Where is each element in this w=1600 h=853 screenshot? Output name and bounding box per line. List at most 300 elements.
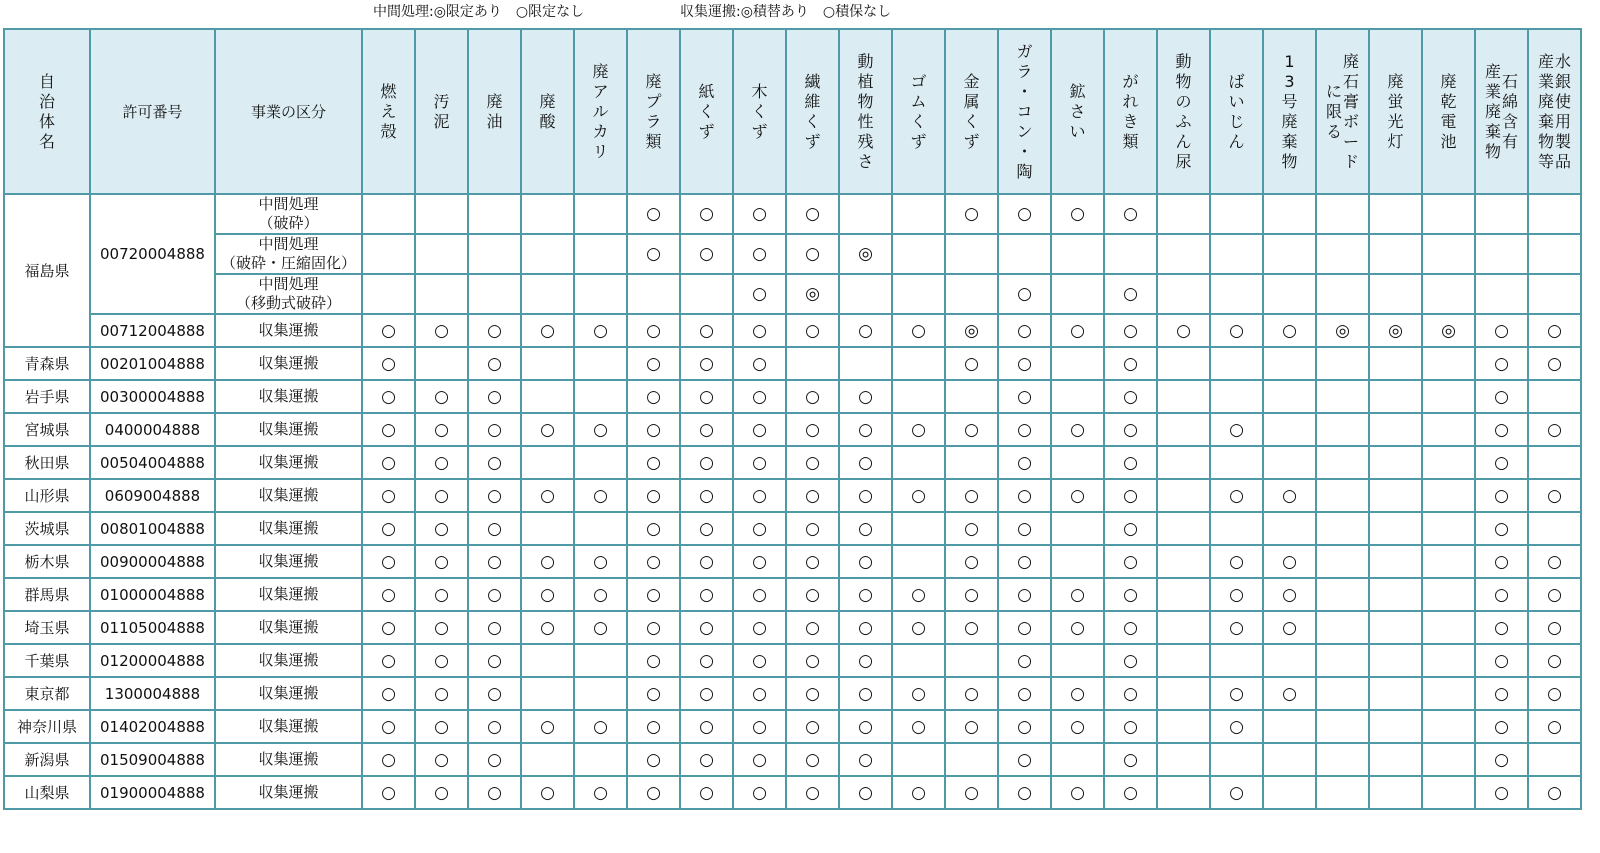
cell-mark-21: ○ xyxy=(1475,545,1528,578)
cell-mark-11: ○ xyxy=(945,413,998,446)
cell-mark-22 xyxy=(1528,446,1581,479)
header-waste-9: 動 植 物 性 残 さ xyxy=(839,29,892,194)
cell-mark-9: ○ xyxy=(839,413,892,446)
cell-mark-1: ○ xyxy=(415,479,468,512)
cell-mark-10: ○ xyxy=(892,413,945,446)
cell-mark-6: ○ xyxy=(680,512,733,545)
cell-mark-21: ○ xyxy=(1475,479,1528,512)
cell-mark-20 xyxy=(1422,194,1475,234)
header-waste-20: 廃 乾 電 池 xyxy=(1422,29,1475,194)
cell-mark-9: ○ xyxy=(839,512,892,545)
cell-mark-2: ○ xyxy=(468,578,521,611)
cell-mark-8: ○ xyxy=(786,644,839,677)
cell-business: 収集運搬 xyxy=(215,776,362,809)
cell-mark-7: ○ xyxy=(733,194,786,234)
cell-mark-8: ○ xyxy=(786,743,839,776)
cell-mark-20 xyxy=(1422,512,1475,545)
cell-mark-4 xyxy=(574,380,627,413)
cell-mark-0: ○ xyxy=(362,479,415,512)
cell-mark-12: ○ xyxy=(998,611,1051,644)
cell-mark-12: ○ xyxy=(998,677,1051,710)
cell-mark-22: ○ xyxy=(1528,545,1581,578)
header-waste-14: が れ き 類 xyxy=(1104,29,1157,194)
cell-mark-2: ○ xyxy=(468,512,521,545)
cell-mark-22: ○ xyxy=(1528,578,1581,611)
cell-mark-17 xyxy=(1263,446,1316,479)
header-permit: 許可番号 xyxy=(90,29,215,194)
cell-business: 収集運搬 xyxy=(215,710,362,743)
cell-mark-9: ○ xyxy=(839,776,892,809)
cell-business: 収集運搬 xyxy=(215,446,362,479)
cell-mark-14 xyxy=(1104,234,1157,274)
cell-business: 収集運搬 xyxy=(215,743,362,776)
cell-mark-22: ○ xyxy=(1528,611,1581,644)
cell-mark-15 xyxy=(1157,446,1210,479)
cell-mark-14: ○ xyxy=(1104,194,1157,234)
cell-mark-2: ○ xyxy=(468,611,521,644)
cell-mark-16 xyxy=(1210,512,1263,545)
cell-mark-20 xyxy=(1422,413,1475,446)
cell-mark-2: ○ xyxy=(468,314,521,347)
cell-mark-20 xyxy=(1422,644,1475,677)
cell-mark-16 xyxy=(1210,380,1263,413)
cell-mark-17 xyxy=(1263,380,1316,413)
cell-mark-1 xyxy=(415,274,468,314)
cell-mark-22: ○ xyxy=(1528,347,1581,380)
cell-mark-0: ○ xyxy=(362,413,415,446)
cell-mark-12: ○ xyxy=(998,413,1051,446)
table-body xyxy=(4,194,1581,809)
cell-mark-22 xyxy=(1528,274,1581,314)
cell-mark-19 xyxy=(1369,234,1422,274)
cell-mark-7: ○ xyxy=(733,611,786,644)
cell-mark-10 xyxy=(892,380,945,413)
cell-business: 収集運搬 xyxy=(215,545,362,578)
cell-mark-18 xyxy=(1316,611,1369,644)
cell-mark-4: ○ xyxy=(574,611,627,644)
cell-mark-6: ○ xyxy=(680,347,733,380)
cell-mark-3: ○ xyxy=(521,578,574,611)
cell-mark-20 xyxy=(1422,677,1475,710)
table-row xyxy=(4,314,1581,347)
cell-mark-9: ○ xyxy=(839,380,892,413)
cell-mark-14: ○ xyxy=(1104,776,1157,809)
cell-business: 中間処理 （破砕） xyxy=(215,194,362,234)
cell-mark-4 xyxy=(574,743,627,776)
cell-mark-10 xyxy=(892,644,945,677)
cell-mark-20: ◎ xyxy=(1422,314,1475,347)
cell-mark-6: ○ xyxy=(680,194,733,234)
cell-mark-8: ○ xyxy=(786,578,839,611)
cell-business: 収集運搬 xyxy=(215,677,362,710)
cell-mark-10: ○ xyxy=(892,479,945,512)
cell-business: 収集運搬 xyxy=(215,380,362,413)
cell-pref: 山梨県 xyxy=(4,776,90,809)
cell-mark-16 xyxy=(1210,446,1263,479)
cell-mark-4 xyxy=(574,446,627,479)
cell-mark-0: ○ xyxy=(362,710,415,743)
cell-permit: 01000004888 xyxy=(90,578,215,611)
table-row xyxy=(4,578,1581,611)
cell-mark-15 xyxy=(1157,611,1210,644)
cell-mark-16: ○ xyxy=(1210,413,1263,446)
cell-permit: 01402004888 xyxy=(90,710,215,743)
cell-mark-21: ○ xyxy=(1475,578,1528,611)
table-row xyxy=(4,710,1581,743)
header-waste-11: 金 属 く ず xyxy=(945,29,998,194)
cell-mark-14: ○ xyxy=(1104,611,1157,644)
cell-mark-4 xyxy=(574,234,627,274)
cell-mark-5: ○ xyxy=(627,380,680,413)
cell-mark-19 xyxy=(1369,611,1422,644)
header-waste-4: 廃 ア ル カ リ xyxy=(574,29,627,194)
cell-mark-17: ○ xyxy=(1263,611,1316,644)
cell-mark-5: ○ xyxy=(627,347,680,380)
cell-mark-18 xyxy=(1316,194,1369,234)
header-waste-7: 木 く ず xyxy=(733,29,786,194)
cell-mark-1: ○ xyxy=(415,314,468,347)
cell-mark-0: ○ xyxy=(362,677,415,710)
cell-mark-13 xyxy=(1051,644,1104,677)
cell-mark-0: ○ xyxy=(362,347,415,380)
cell-mark-4 xyxy=(574,194,627,234)
cell-mark-10 xyxy=(892,446,945,479)
header-pref: 自 治 体 名 xyxy=(4,29,90,194)
cell-mark-11: ○ xyxy=(945,776,998,809)
cell-mark-9: ○ xyxy=(839,545,892,578)
cell-mark-12: ○ xyxy=(998,194,1051,234)
cell-mark-8: ○ xyxy=(786,234,839,274)
cell-mark-11: ○ xyxy=(945,347,998,380)
cell-mark-7: ○ xyxy=(733,512,786,545)
cell-mark-3 xyxy=(521,743,574,776)
cell-mark-2 xyxy=(468,274,521,314)
cell-mark-17 xyxy=(1263,274,1316,314)
cell-mark-8: ○ xyxy=(786,446,839,479)
cell-mark-22 xyxy=(1528,234,1581,274)
cell-mark-16 xyxy=(1210,743,1263,776)
cell-mark-20 xyxy=(1422,479,1475,512)
cell-mark-12: ○ xyxy=(998,274,1051,314)
cell-mark-7: ○ xyxy=(733,479,786,512)
cell-mark-0: ○ xyxy=(362,776,415,809)
cell-business: 収集運搬 xyxy=(215,347,362,380)
cell-pref: 福島県 xyxy=(4,194,90,347)
cell-mark-11: ○ xyxy=(945,677,998,710)
cell-mark-22 xyxy=(1528,194,1581,234)
cell-pref: 新潟県 xyxy=(4,743,90,776)
cell-mark-1 xyxy=(415,234,468,274)
table-row xyxy=(4,512,1581,545)
cell-business: 収集運搬 xyxy=(215,314,362,347)
cell-mark-13 xyxy=(1051,446,1104,479)
cell-mark-19 xyxy=(1369,545,1422,578)
cell-mark-14: ○ xyxy=(1104,677,1157,710)
cell-mark-20 xyxy=(1422,776,1475,809)
cell-mark-4 xyxy=(574,347,627,380)
cell-mark-16 xyxy=(1210,194,1263,234)
cell-mark-0 xyxy=(362,194,415,234)
legend-treatment: 中間処理:◎限定あり ○限定なし xyxy=(373,4,585,20)
cell-mark-4: ○ xyxy=(574,545,627,578)
header-waste-13: 鉱 さ い xyxy=(1051,29,1104,194)
cell-mark-13: ○ xyxy=(1051,611,1104,644)
cell-mark-13 xyxy=(1051,274,1104,314)
cell-business: 収集運搬 xyxy=(215,479,362,512)
cell-mark-0: ○ xyxy=(362,314,415,347)
cell-mark-21: ○ xyxy=(1475,743,1528,776)
cell-mark-15 xyxy=(1157,479,1210,512)
cell-mark-10 xyxy=(892,743,945,776)
cell-mark-4: ○ xyxy=(574,413,627,446)
cell-mark-13: ○ xyxy=(1051,710,1104,743)
cell-mark-10 xyxy=(892,274,945,314)
cell-mark-19 xyxy=(1369,446,1422,479)
cell-mark-5: ○ xyxy=(627,314,680,347)
cell-mark-11: ○ xyxy=(945,479,998,512)
cell-mark-21: ○ xyxy=(1475,710,1528,743)
cell-mark-11: ○ xyxy=(945,611,998,644)
cell-mark-3 xyxy=(521,234,574,274)
cell-mark-15 xyxy=(1157,644,1210,677)
cell-mark-15 xyxy=(1157,710,1210,743)
cell-mark-22: ○ xyxy=(1528,314,1581,347)
cell-mark-12: ○ xyxy=(998,710,1051,743)
cell-mark-20 xyxy=(1422,234,1475,274)
cell-mark-21: ○ xyxy=(1475,512,1528,545)
cell-mark-2: ○ xyxy=(468,347,521,380)
cell-permit: 00712004888 xyxy=(90,314,215,347)
cell-mark-20 xyxy=(1422,611,1475,644)
table-row xyxy=(4,644,1581,677)
cell-mark-18 xyxy=(1316,274,1369,314)
cell-mark-18: ◎ xyxy=(1316,314,1369,347)
cell-permit: 0400004888 xyxy=(90,413,215,446)
cell-mark-0: ○ xyxy=(362,743,415,776)
cell-mark-7: ○ xyxy=(733,234,786,274)
cell-mark-13: ○ xyxy=(1051,677,1104,710)
cell-mark-2 xyxy=(468,194,521,234)
cell-mark-16 xyxy=(1210,274,1263,314)
cell-mark-14: ○ xyxy=(1104,347,1157,380)
table-row xyxy=(4,274,1581,314)
cell-mark-9: ○ xyxy=(839,314,892,347)
cell-mark-2: ○ xyxy=(468,710,521,743)
table-row xyxy=(4,743,1581,776)
cell-mark-10: ○ xyxy=(892,578,945,611)
table-row xyxy=(4,446,1581,479)
header-row xyxy=(4,29,1581,194)
cell-mark-21: ○ xyxy=(1475,677,1528,710)
legend xyxy=(0,0,1600,26)
cell-mark-21: ○ xyxy=(1475,644,1528,677)
cell-mark-13: ○ xyxy=(1051,194,1104,234)
cell-mark-9: ○ xyxy=(839,710,892,743)
cell-mark-8: ○ xyxy=(786,710,839,743)
cell-mark-16: ○ xyxy=(1210,314,1263,347)
cell-mark-16 xyxy=(1210,347,1263,380)
cell-mark-7: ○ xyxy=(733,644,786,677)
cell-mark-15 xyxy=(1157,234,1210,274)
cell-business: 収集運搬 xyxy=(215,644,362,677)
cell-mark-3 xyxy=(521,512,574,545)
cell-mark-20 xyxy=(1422,578,1475,611)
header-waste-21: 石 綿 含 有 産 業 廃 棄 物 xyxy=(1475,29,1528,194)
cell-mark-1: ○ xyxy=(415,380,468,413)
cell-mark-4: ○ xyxy=(574,578,627,611)
cell-permit: 01900004888 xyxy=(90,776,215,809)
header-business: 事業の区分 xyxy=(215,29,362,194)
cell-mark-21: ○ xyxy=(1475,611,1528,644)
cell-mark-18 xyxy=(1316,413,1369,446)
cell-mark-13 xyxy=(1051,347,1104,380)
cell-mark-18 xyxy=(1316,380,1369,413)
cell-permit: 0609004888 xyxy=(90,479,215,512)
cell-mark-10 xyxy=(892,512,945,545)
cell-mark-12: ○ xyxy=(998,512,1051,545)
cell-mark-19 xyxy=(1369,347,1422,380)
cell-mark-4: ○ xyxy=(574,776,627,809)
cell-business: 収集運搬 xyxy=(215,413,362,446)
cell-mark-18 xyxy=(1316,479,1369,512)
cell-mark-16: ○ xyxy=(1210,545,1263,578)
cell-mark-3: ○ xyxy=(521,776,574,809)
cell-mark-7: ○ xyxy=(733,413,786,446)
cell-mark-17 xyxy=(1263,512,1316,545)
cell-mark-4 xyxy=(574,274,627,314)
cell-mark-5: ○ xyxy=(627,512,680,545)
cell-mark-20 xyxy=(1422,380,1475,413)
header-waste-2: 廃 油 xyxy=(468,29,521,194)
cell-mark-3 xyxy=(521,380,574,413)
cell-mark-12: ○ xyxy=(998,644,1051,677)
cell-pref: 栃木県 xyxy=(4,545,90,578)
cell-mark-9: ◎ xyxy=(839,234,892,274)
cell-mark-1: ○ xyxy=(415,710,468,743)
cell-mark-5: ○ xyxy=(627,234,680,274)
cell-mark-11 xyxy=(945,380,998,413)
cell-pref: 岩手県 xyxy=(4,380,90,413)
cell-mark-17 xyxy=(1263,743,1316,776)
cell-mark-14: ○ xyxy=(1104,743,1157,776)
cell-mark-2: ○ xyxy=(468,776,521,809)
cell-mark-18 xyxy=(1316,545,1369,578)
cell-mark-21: ○ xyxy=(1475,380,1528,413)
table-row xyxy=(4,545,1581,578)
cell-mark-6: ○ xyxy=(680,743,733,776)
cell-mark-8: ○ xyxy=(786,545,839,578)
cell-mark-18 xyxy=(1316,743,1369,776)
cell-mark-1 xyxy=(415,347,468,380)
cell-mark-21 xyxy=(1475,194,1528,234)
cell-mark-5: ○ xyxy=(627,479,680,512)
cell-mark-17 xyxy=(1263,710,1316,743)
cell-mark-17 xyxy=(1263,194,1316,234)
cell-mark-17: ○ xyxy=(1263,545,1316,578)
cell-mark-22: ○ xyxy=(1528,710,1581,743)
cell-mark-1: ○ xyxy=(415,644,468,677)
cell-mark-10 xyxy=(892,545,945,578)
cell-mark-15 xyxy=(1157,743,1210,776)
cell-pref: 山形県 xyxy=(4,479,90,512)
cell-mark-17 xyxy=(1263,413,1316,446)
cell-mark-16: ○ xyxy=(1210,776,1263,809)
cell-mark-22: ○ xyxy=(1528,644,1581,677)
cell-mark-7: ○ xyxy=(733,578,786,611)
cell-mark-8: ○ xyxy=(786,677,839,710)
cell-mark-13 xyxy=(1051,743,1104,776)
cell-mark-5 xyxy=(627,274,680,314)
cell-mark-18 xyxy=(1316,446,1369,479)
cell-mark-8: ◎ xyxy=(786,274,839,314)
cell-mark-10: ○ xyxy=(892,710,945,743)
cell-mark-6: ○ xyxy=(680,446,733,479)
cell-mark-12: ○ xyxy=(998,380,1051,413)
cell-mark-18 xyxy=(1316,512,1369,545)
cell-mark-16: ○ xyxy=(1210,611,1263,644)
cell-business: 収集運搬 xyxy=(215,611,362,644)
cell-mark-5: ○ xyxy=(627,776,680,809)
cell-mark-11 xyxy=(945,644,998,677)
cell-mark-5: ○ xyxy=(627,677,680,710)
cell-mark-11 xyxy=(945,743,998,776)
cell-mark-6 xyxy=(680,274,733,314)
cell-mark-0: ○ xyxy=(362,545,415,578)
cell-mark-12: ○ xyxy=(998,776,1051,809)
cell-mark-0: ○ xyxy=(362,611,415,644)
cell-mark-21: ○ xyxy=(1475,413,1528,446)
cell-mark-1: ○ xyxy=(415,446,468,479)
cell-mark-15: ○ xyxy=(1157,314,1210,347)
cell-mark-5: ○ xyxy=(627,611,680,644)
cell-mark-3: ○ xyxy=(521,314,574,347)
cell-mark-22 xyxy=(1528,380,1581,413)
cell-permit: 01105004888 xyxy=(90,611,215,644)
cell-pref: 青森県 xyxy=(4,347,90,380)
cell-mark-11: ○ xyxy=(945,194,998,234)
cell-mark-11: ○ xyxy=(945,512,998,545)
cell-pref: 秋田県 xyxy=(4,446,90,479)
header-waste-22: 水 銀 使 用 製 品 産 業 廃 棄 物 等 xyxy=(1528,29,1581,194)
table-row xyxy=(4,413,1581,446)
cell-mark-1: ○ xyxy=(415,413,468,446)
cell-mark-13 xyxy=(1051,380,1104,413)
cell-mark-6: ○ xyxy=(680,545,733,578)
cell-pref: 神奈川県 xyxy=(4,710,90,743)
cell-mark-6: ○ xyxy=(680,644,733,677)
cell-mark-16: ○ xyxy=(1210,677,1263,710)
cell-mark-21 xyxy=(1475,274,1528,314)
cell-mark-21: ○ xyxy=(1475,314,1528,347)
cell-mark-6: ○ xyxy=(680,413,733,446)
cell-mark-14: ○ xyxy=(1104,274,1157,314)
cell-mark-18 xyxy=(1316,776,1369,809)
cell-mark-19 xyxy=(1369,776,1422,809)
cell-mark-1 xyxy=(415,194,468,234)
cell-business: 収集運搬 xyxy=(215,578,362,611)
header-waste-15: 動 物 の ふ ん 尿 xyxy=(1157,29,1210,194)
cell-mark-16: ○ xyxy=(1210,710,1263,743)
cell-pref: 千葉県 xyxy=(4,644,90,677)
cell-mark-6: ○ xyxy=(680,611,733,644)
cell-mark-3 xyxy=(521,644,574,677)
cell-mark-16: ○ xyxy=(1210,479,1263,512)
cell-mark-2: ○ xyxy=(468,446,521,479)
cell-mark-5: ○ xyxy=(627,710,680,743)
cell-mark-3 xyxy=(521,274,574,314)
cell-mark-11: ○ xyxy=(945,545,998,578)
cell-mark-14: ○ xyxy=(1104,380,1157,413)
